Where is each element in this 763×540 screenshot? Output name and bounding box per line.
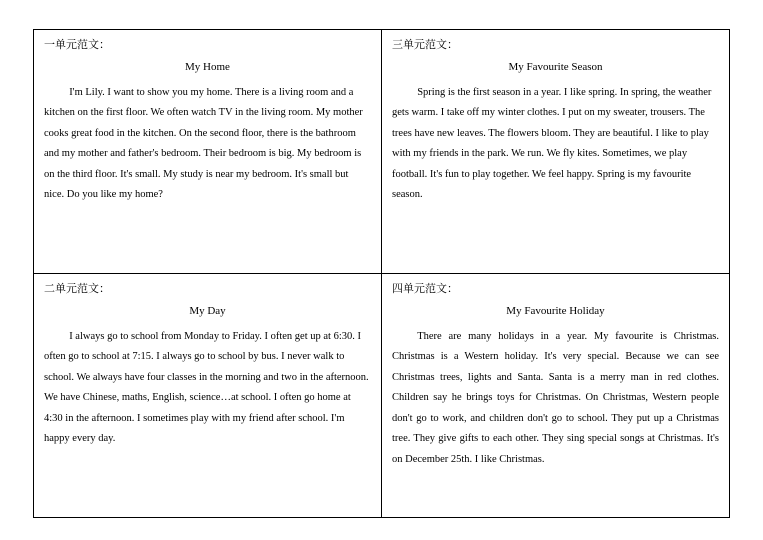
unit-three-heading: 三单元范文： bbox=[392, 39, 458, 51]
unit-two-body: I always go to school from Monday to Friday. I often get up at 6:30. I often go to school at 7:15. I always go to school by bus. I never walk to school. We always have four classes in the morning and two in the afternoon. We have Chinese, maths, English, science…at school. I often go home at 4:30 in the afternoon. I sometimes play with my friend after school. I'm happy every day. bbox=[44, 330, 369, 445]
unit-two-title: My Day bbox=[189, 304, 226, 317]
composition-table bbox=[33, 29, 730, 518]
unit-one-heading: 一单元范文： bbox=[44, 39, 110, 51]
unit-one-body: I'm Lily. I want to show you my home. There is a living room and a kitchen on the first floor. We often watch TV in the living room. My mother cooks great food in the kitchen. On the second floor, there is the bathroom and my mother and father's bedroom. Their bedroom is big. My bedroom is on the third floor. It's small. My study is near my bedroom. It's small but nice. Do you like my home? bbox=[44, 86, 363, 201]
unit-three-title: My Favourite Season bbox=[508, 60, 603, 73]
table-cell-unit-four bbox=[382, 274, 730, 518]
table-cell-unit-two bbox=[34, 274, 382, 518]
table-cell-unit-one bbox=[34, 30, 382, 274]
unit-four-heading: 四单元范文： bbox=[392, 283, 458, 295]
table-row bbox=[34, 30, 730, 274]
unit-two-heading: 二单元范文： bbox=[44, 283, 110, 295]
unit-one-title: My Home bbox=[185, 60, 230, 73]
table-row bbox=[34, 274, 730, 518]
unit-four-title: My Favourite Holiday bbox=[506, 304, 605, 317]
table-cell-unit-three bbox=[382, 30, 730, 274]
unit-four-body: There are many holidays in a year. My favourite is Christmas. Christmas is a Western holiday. It's very special. Because we can see Christmas trees, lights and Santa. Santa is a merry man in red clothes. Children say he brings toys for Christmas. On Christmas, Western people don't go to work, and children don't go to school. They put up a Christmas tree. They give gifts to each other. They sing special songs at Christmas. It's on December 25th. I like Christmas. bbox=[392, 330, 719, 465]
unit-three-body: Spring is the first season in a year. I like spring. In spring, the weather gets warm. I take off my winter clothes. I put on my sweater, trousers. The trees have new leaves. The flowers bloom. They are beautiful. I like to play with my friends in the park. We run. We fly kites. Sometimes, we play football. It's fun to play together. We feel happy. Spring is my favourite season. bbox=[392, 86, 712, 201]
